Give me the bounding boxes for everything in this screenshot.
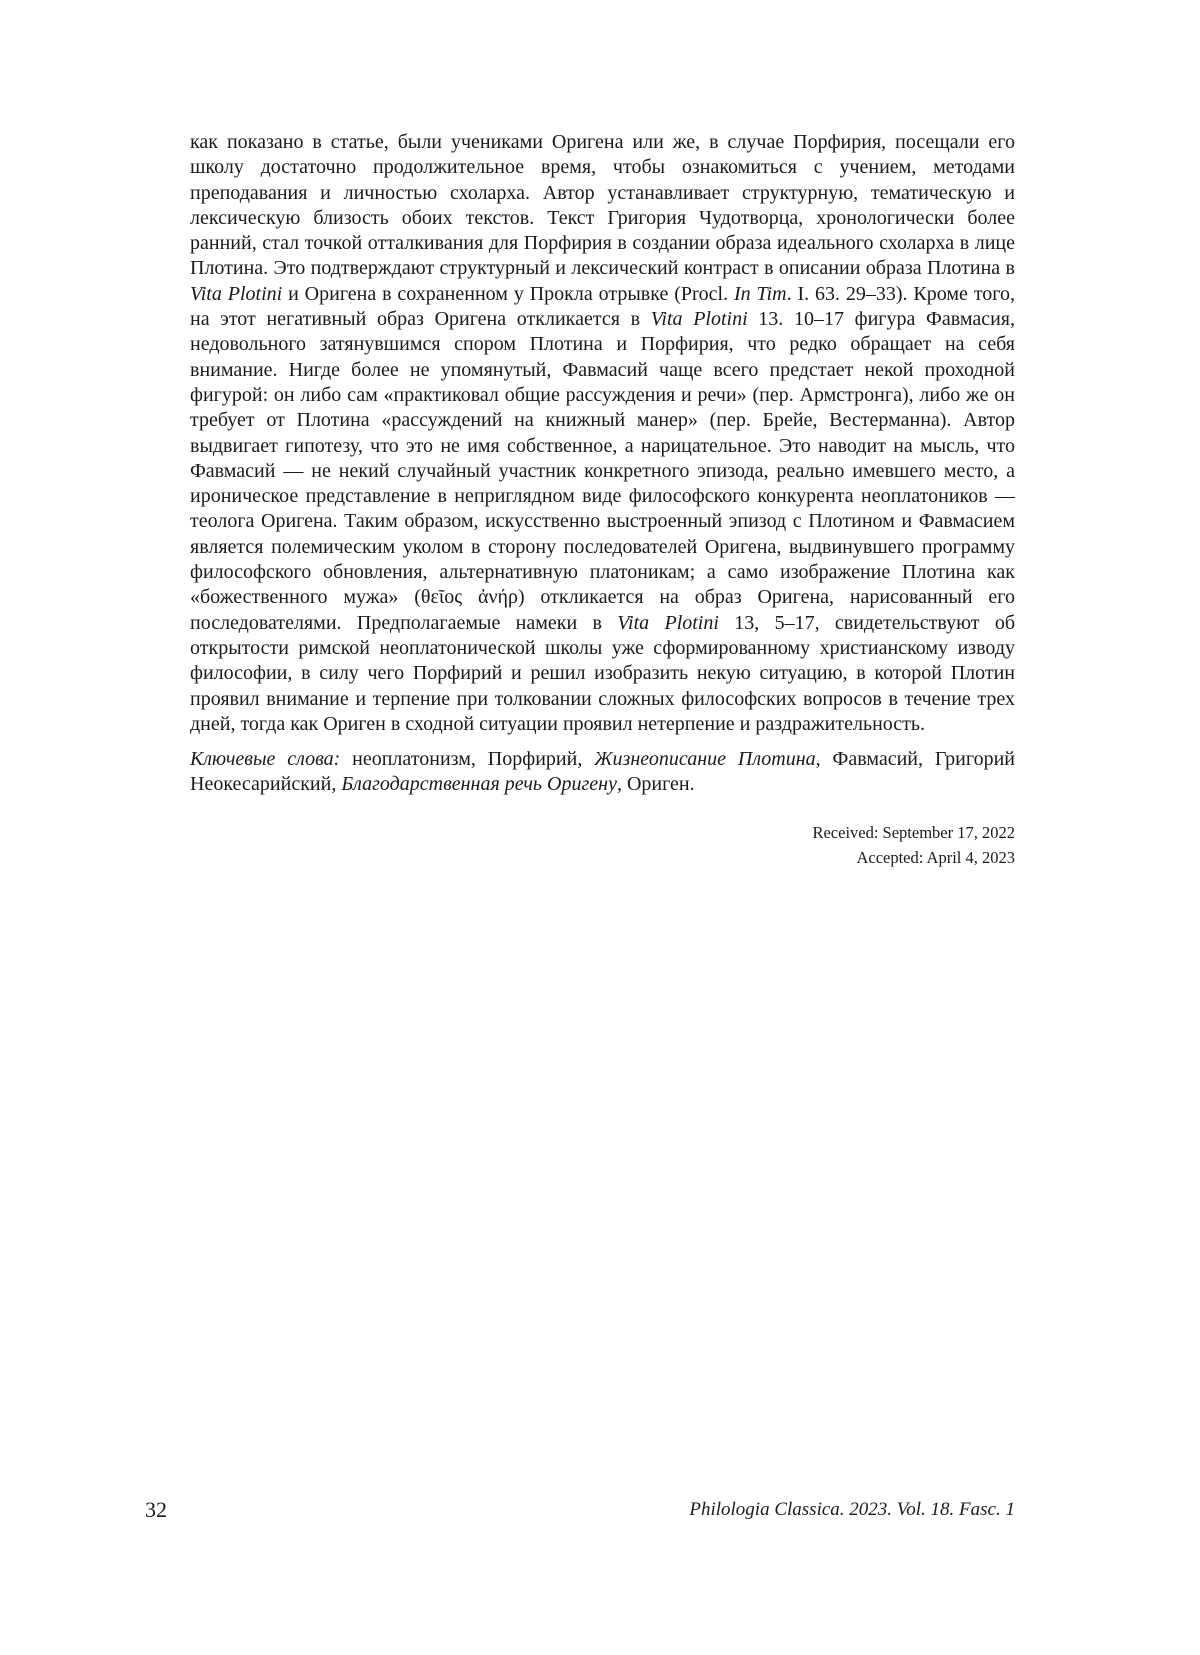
keywords-text: , Фавмасий, Григорий Неокесарийский, [190, 748, 1015, 796]
abstract-title-vita-plotini: Vita Plotini [190, 282, 283, 305]
keywords-text: , Ориген. [616, 773, 695, 796]
abstract-text: . I. 63. 29–33). Кроме того, на этот негативный образ Оригена откликается в [190, 282, 1015, 331]
accepted-date: Accepted: April 4, 2023 [856, 847, 1015, 867]
journal-citation: Philologia Classica. 2023. Vol. 18. Fasc. 1 [689, 1499, 1015, 1520]
abstract-title-vita-plotini: Vita Plotini [650, 308, 748, 331]
abstract-title-in-tim: In Tim [733, 282, 787, 305]
keywords-label: Ключевые слова: [190, 748, 341, 771]
article-dates [190, 820, 1015, 870]
page-footer [145, 1497, 1015, 1527]
keywords-paragraph [190, 747, 1015, 798]
abstract-text: 13. 10–17 фигура Фавмасия, недовольного затянувшимся спором Плотина и Порфирия, что редко обращает на себя внимание. Нигде более не упомянутый, Фавмасий чаще всего предстает некой проходной фигурой: он либо сам «практиковал общие рассуждения и речи» (пер. Армстронга), либо же он требует от Плотина «рассуждений на книжный манер» (пер. Брейе, Вестерманна). Автор выдвигает гипотезу, что это не имя собственное, а нарицательное. Это наводит на мысль, что Фавмасий — не некий случайный участник конкретного эпизода, реально имевшего место, а ироническое представление в неприглядном виде философского конкурента неоплатоников — теолога Оригена. Таким образом, искусственно выстроенный эпизод с Плотином и Фавмасием является полемическим уколом в сторону последователей Оригена, выдвинувшего программу философского обновления, альтернативную платоникам; а само изображение Плотина как «божественного мужа» (θεῖος ἀνήρ) откликается на образ Оригена, нарисованный его последователями. Предполагаемые намеки в [190, 308, 1015, 634]
keywords-title: Жизнеописание Плотина [594, 748, 816, 771]
received-date: Received: September 17, 2022 [812, 822, 1015, 842]
abstract-text: как показано в статье, были учениками Оригена или же, в случае Порфирия, посещали его школу достаточно продолжительное время, чтобы ознакомиться с учением, методами преподавания и личностью схоларха. Автор устанавливает структурную, тематическую и лексическую близость обоих текстов. Текст Григория Чудотворца, хронологически более ранний, стал точкой отталкивания для Порфирия в создании образа идеального схоларха в лице Плотина. Это подтверждают структурный и лексический контраст в описании образа Плотина в [190, 131, 1015, 280]
keywords-text: неоплатонизм, Порфирий, [340, 748, 595, 771]
main-text-block [190, 130, 1015, 870]
keywords-title: Благодарственная речь Оригену [341, 773, 617, 796]
abstract-text: 13, 5–17, свидетельствуют об открытости римской неоплатонической школы уже сформированному христианскому изводу философии, в силу чего Порфирий и решил изобразить некую ситуацию, в которой Плотин проявил внимание и терпение при толковании сложных философских вопросов в течение трех дней, тогда как Ориген в сходной ситуации проявил нетерпение и раздражительность. [190, 611, 1015, 735]
abstract-paragraph [190, 130, 1015, 737]
abstract-title-vita-plotini: Vita Plotini [617, 611, 719, 634]
page-number: 32 [145, 1497, 167, 1522]
abstract-text: и Оригена в сохраненном у Прокла отрывке (Procl. [282, 282, 734, 305]
